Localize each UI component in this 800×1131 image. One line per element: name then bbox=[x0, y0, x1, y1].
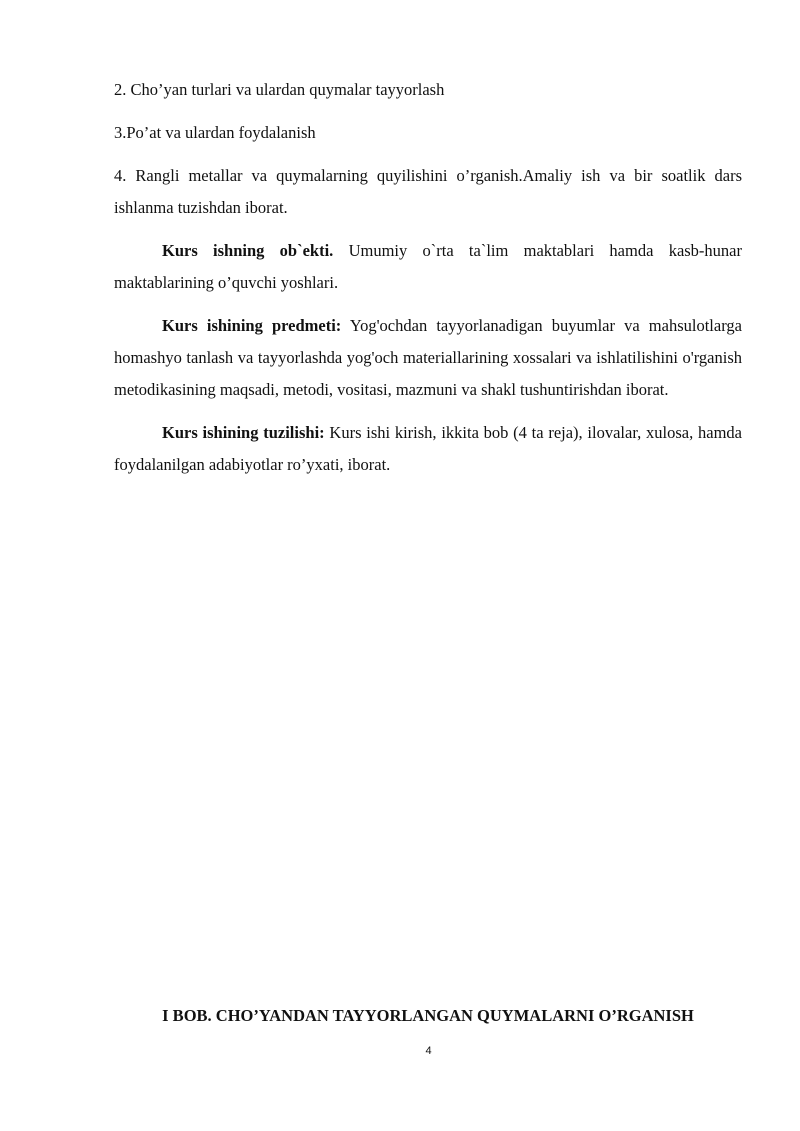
list-item-2: 2. Cho’yan turlari va ulardan quymalar tayyorlash bbox=[114, 80, 445, 99]
page-number: 4 bbox=[425, 1045, 432, 1057]
course-structure-label: Kurs ishining tuzilishi: bbox=[162, 423, 325, 442]
course-structure-paragraph bbox=[114, 417, 742, 481]
chapter-heading: I BOB. CHO’YANDAN TAYYORLANGAN QUYMALARNI O’RGANISH bbox=[162, 1006, 694, 1025]
page-body bbox=[114, 74, 742, 492]
course-subject-text: Yog'ochdan tayyorlanadigan buyumlar va mahsulotlarga homashyo tanlash va tayyorlashda yog'och materiallarining xossalari va ishlatilishini o'rganish metodikasining maqsadi, metodi, vositasi, mazmuni va shakl tushuntirishdan iborat. bbox=[114, 316, 742, 399]
course-object-label: Kurs ishning ob`ekti. bbox=[162, 241, 334, 260]
course-structure-text: Kurs ishi kirish, ikkita bob (4 ta reja), ilovalar, xulosa, hamda foydalanilgan adabiyotlar ro’yxati, iborat. bbox=[114, 423, 742, 474]
course-object-text: Umumiy o`rta ta`lim maktablari hamda kasb-hunar maktablarining o’quvchi yoshlari. bbox=[114, 241, 742, 292]
course-subject-paragraph bbox=[114, 310, 742, 406]
list-item-4: 4. Rangli metallar va quymalarning quyilishini o’rganish.Amaliy ish va bir soatlik dars ishlanma tuzishdan iborat. bbox=[114, 166, 742, 217]
list-item-3: 3.Po’at va ulardan foydalanish bbox=[114, 123, 316, 142]
course-subject-label: Kurs ishining predmeti: bbox=[162, 316, 342, 335]
course-object-paragraph bbox=[114, 235, 742, 299]
